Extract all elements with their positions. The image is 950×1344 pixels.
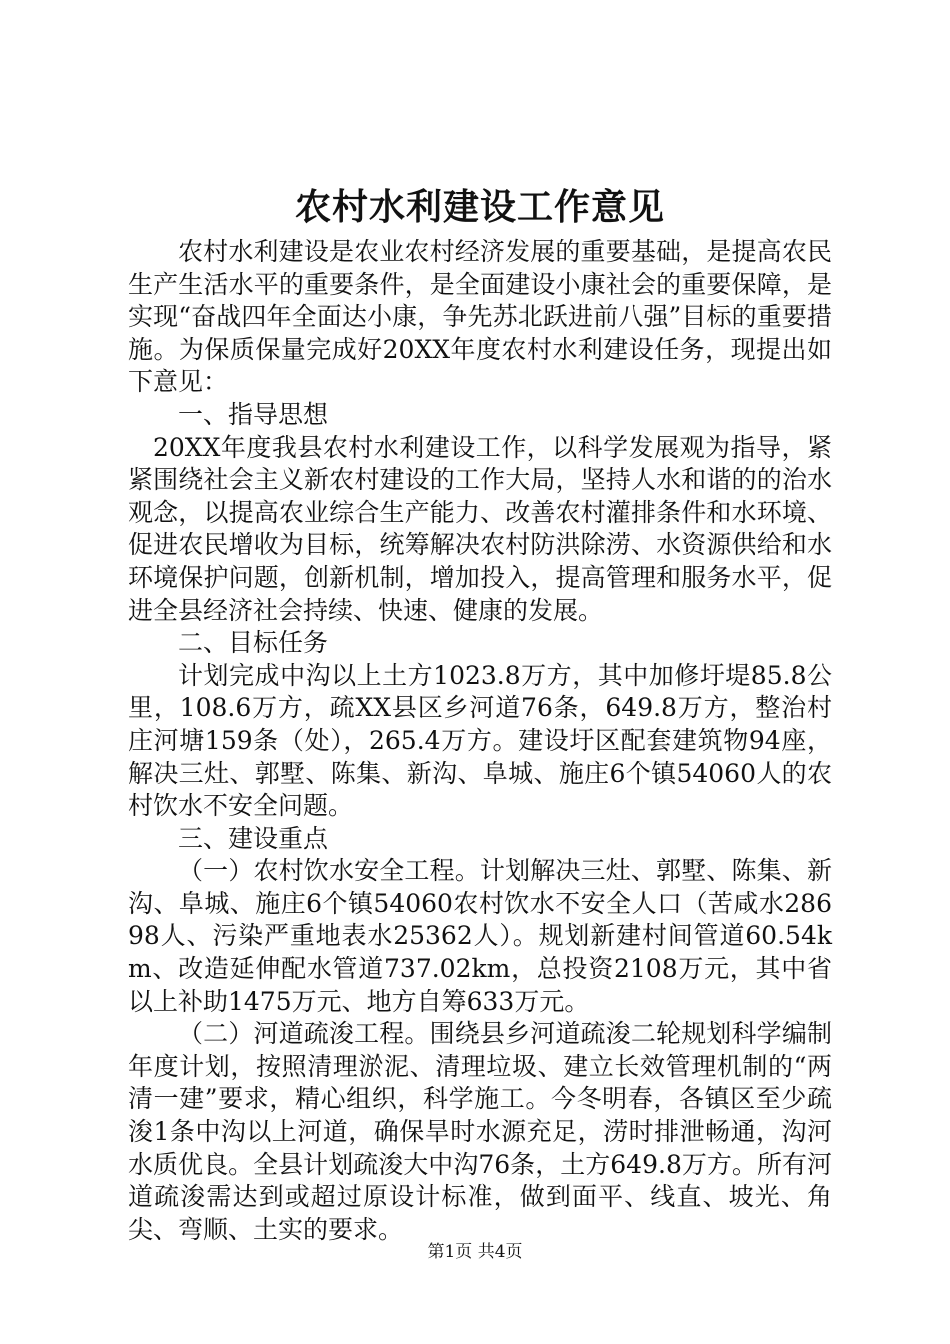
key-project-river-dredging: （二）河道疏浚工程。围绕县乡河道疏浚二轮规划科学编制年度计划，按照清理淤泥、清理垃圾、建立长效管理机制的“两清一建”要求，精心组织，科学施工。今冬明春，各镇区至少疏浚1条中沟以上河道，确保旱时水源充足，涝时排泄畅通，沟河水质优良。全县计划疏浚大中沟76条，土方649.8万方。所有河道疏浚需达到或超过原设计标准，做到面平、线直、坡光、角尖、弯顺、土实的要求。 [128,1019,832,1244]
intro-paragraph: 农村水利建设是农业农村经济发展的重要基础，是提高农民生产生活水平的重要条件，是全面建设小康社会的重要保障，是实现“奋战四年全面达小康，争先苏北跃进前八强”目标的重要措施。为保质保量完成好20XX年度农村水利建设任务，现提出如下意见： [128,237,832,397]
section-heading-goals: 二、目标任务 [178,628,329,658]
section-heading-key-projects: 三、建设重点 [178,823,329,853]
section-heading-guiding-thought: 一、指导思想 [178,399,329,429]
section-body-goals: 计划完成中沟以上土方1023.8万方，其中加修圩堤85.8公里，108.6万方，疏XX县区乡河道76条，649.8万方，整治村庄河塘159条（处），265.4万方。建设圩区配套建筑物94座，解决三灶、郭墅、陈集、新沟、阜城、施庄6个镇54060人的农村饮水不安全问题。 [128,660,832,821]
section-body-guiding-thought: 20XX年度我县农村水利建设工作，以科学发展观为指导，紧紧围绕社会主义新农村建设的工作大局，坚持人水和谐的的治水观念，以提高农业综合生产能力、改善农村灌排条件和水环境、促进农民增收为目标，统筹解决农村防洪除涝、水资源供给和水环境保护问题，创新机制，增加投入，提高管理和服务水平，促进全县经济社会持续、快速、健康的发展。 [128,432,832,625]
page-footer: 第1页 共4页 [427,1242,523,1262]
key-project-drinking-water: （一）农村饮水安全工程。计划解决三灶、郭墅、陈集、新沟、阜城、施庄6个镇54060农村饮水不安全人口（苦咸水28698人、污染严重地表水25362人）。规划新建村间管道60.54km、改造延伸配水管道737.02km，总投资2108万元，其中省以上补助1475万元、地方自筹633万元。 [128,856,832,1016]
document-title: 农村水利建设工作意见 [294,186,665,228]
document-page [128,178,832,1246]
